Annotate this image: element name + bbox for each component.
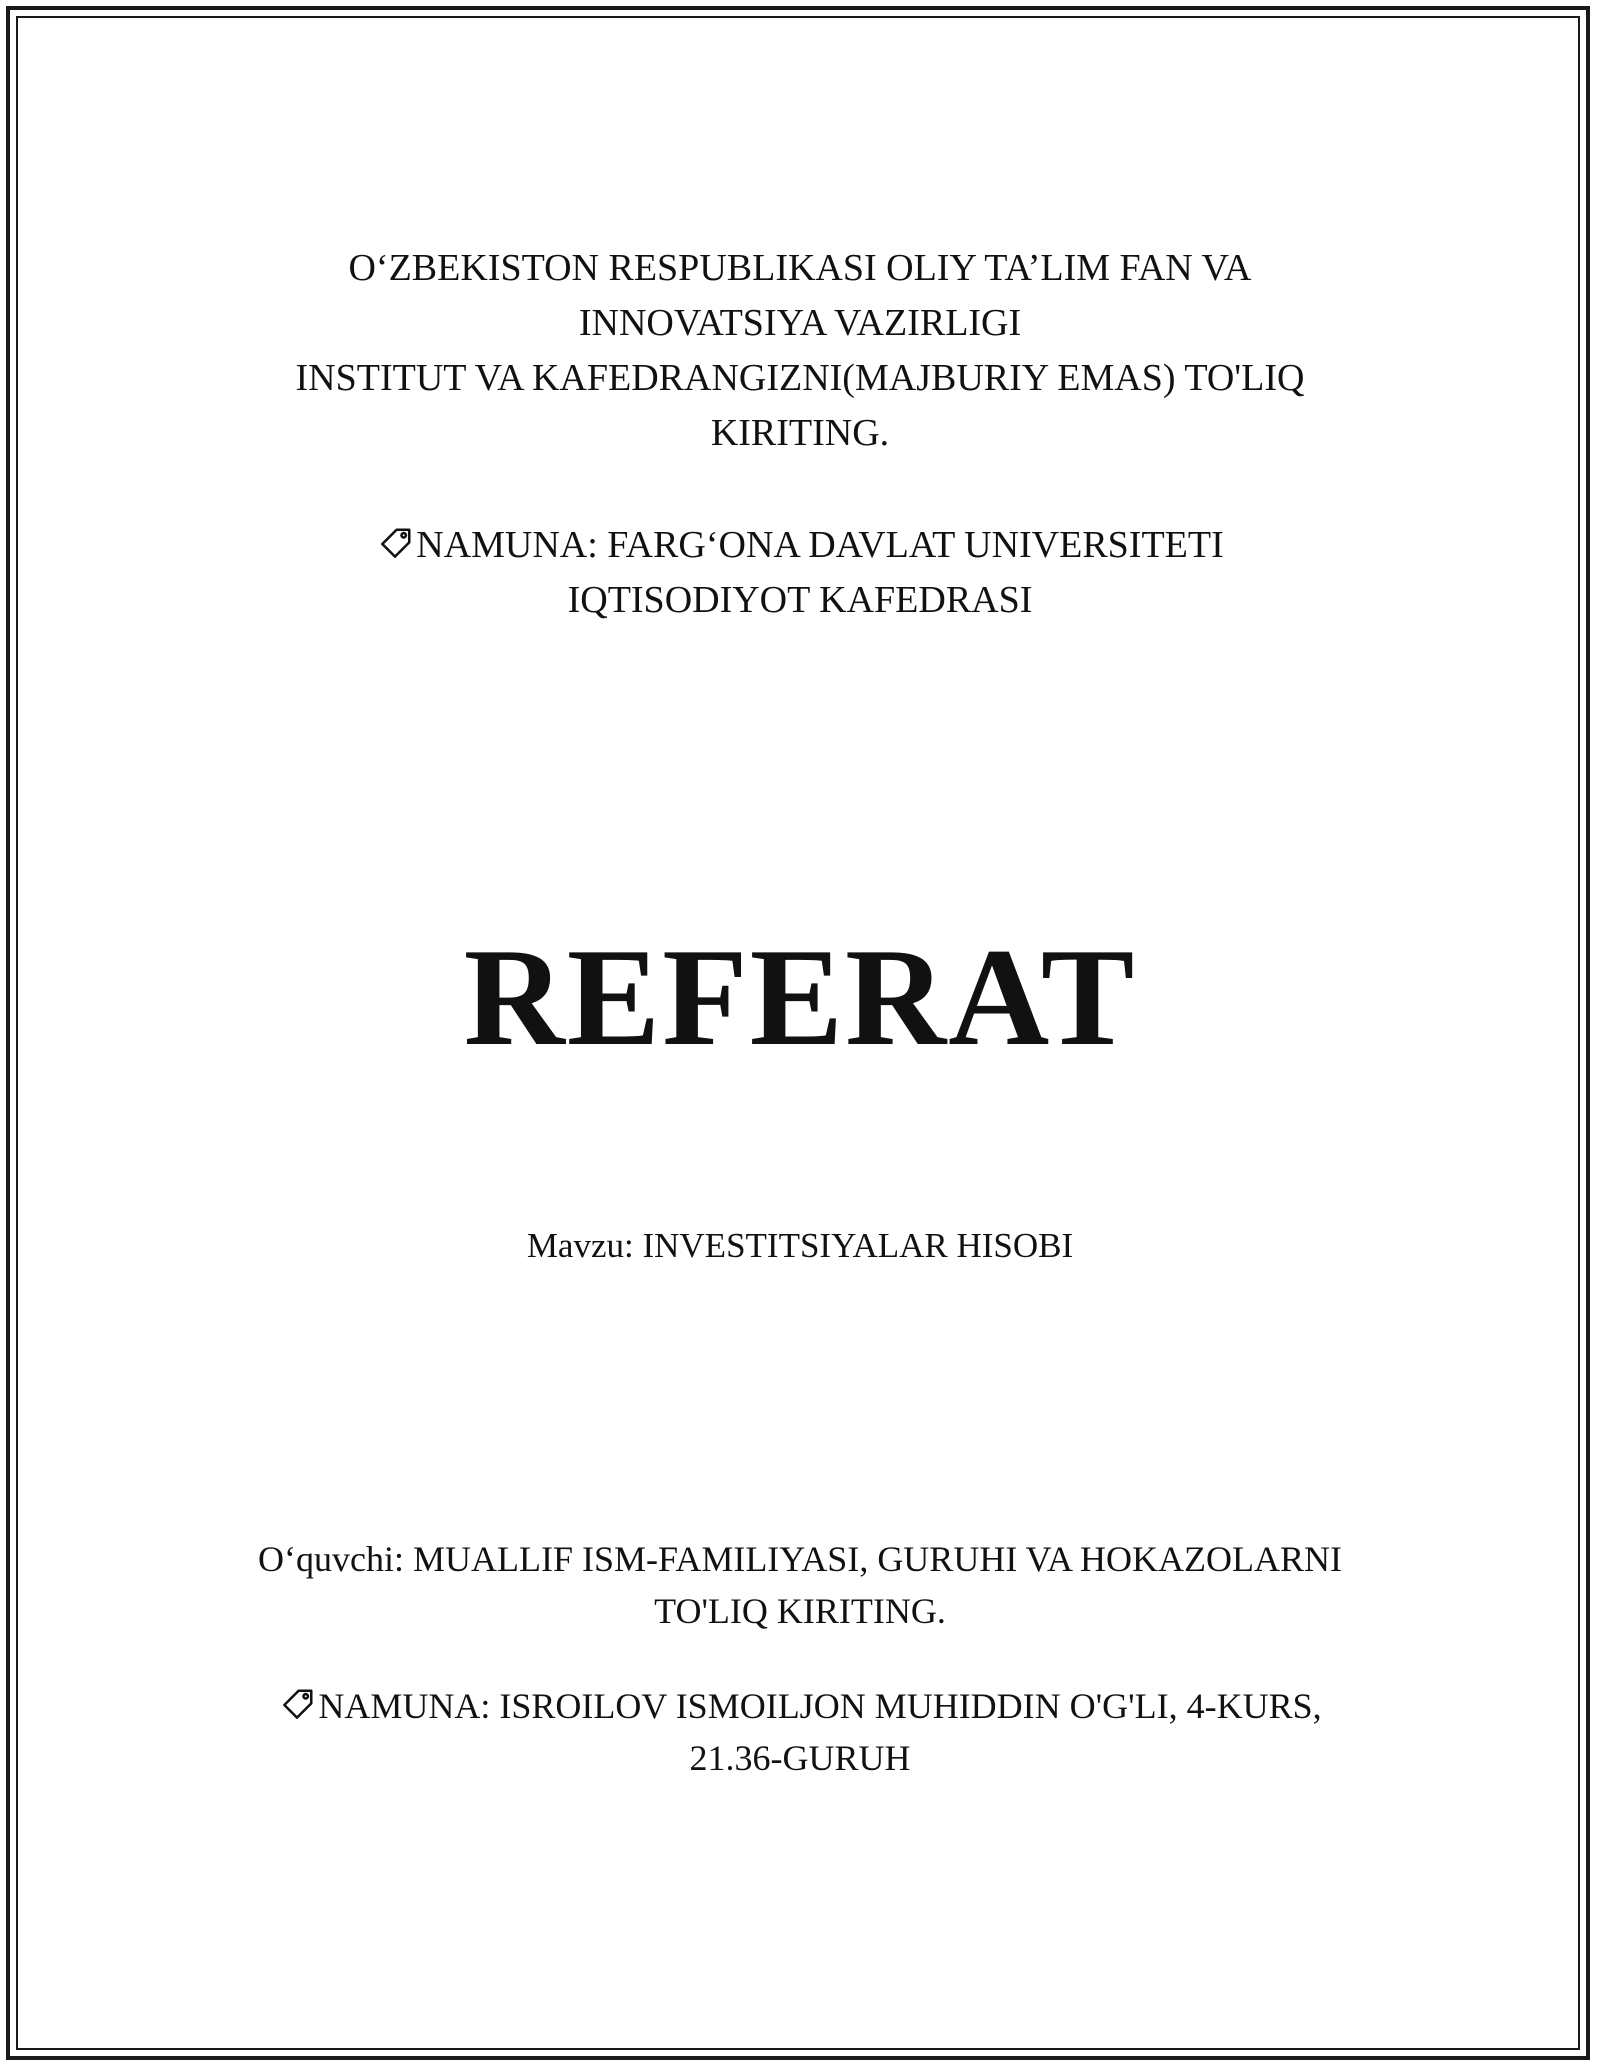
- header-line-3: INSTITUT VA KAFEDRANGIZNI(MAJBURIY EMAS) TO'LIQ: [295, 357, 1305, 399]
- topic-line: Mavzu: INVESTITSIYALAR HISOBI: [526, 1226, 1074, 1265]
- author-example-text-1: NAMUNA: ISROILOV ISMOILJON MUHIDDIN O'G'LI, 4-KURS,: [318, 1686, 1322, 1726]
- author-line-1: O‘quvchi: MUALLIF ISM-FAMILIYASI, GURUHI VA HOKAZOLARNI: [258, 1539, 1342, 1579]
- document-title: REFERAT: [463, 920, 1137, 1075]
- author-block: [0, 1533, 1600, 1637]
- author-example-block: [0, 1680, 1600, 1784]
- institution-example-line-1: [0, 518, 1600, 573]
- author-line-2: TO'LIQ KIRITING.: [654, 1591, 946, 1631]
- institution-example-line-2: IQTISODIYOT KAFEDRASI: [567, 579, 1033, 621]
- institution-example-text-1: NAMUNA: FARG‘ONA DAVLAT UNIVERSITETI: [416, 524, 1224, 566]
- header-line-2: INNOVATSIYA VAZIRLIGI: [578, 302, 1022, 344]
- header-line-4: KIRITING.: [710, 412, 890, 454]
- author-example-line-2: 21.36-GURUH: [689, 1738, 911, 1778]
- header-line-1: O‘ZBEKISTON RESPUBLIKASI OLIY TA’LIM FAN VA: [348, 247, 1252, 289]
- tag-icon: [278, 1686, 316, 1724]
- institution-example-block: [0, 518, 1600, 628]
- header-block: [0, 241, 1600, 461]
- author-example-line-1: [0, 1680, 1600, 1732]
- tag-icon: [376, 525, 414, 563]
